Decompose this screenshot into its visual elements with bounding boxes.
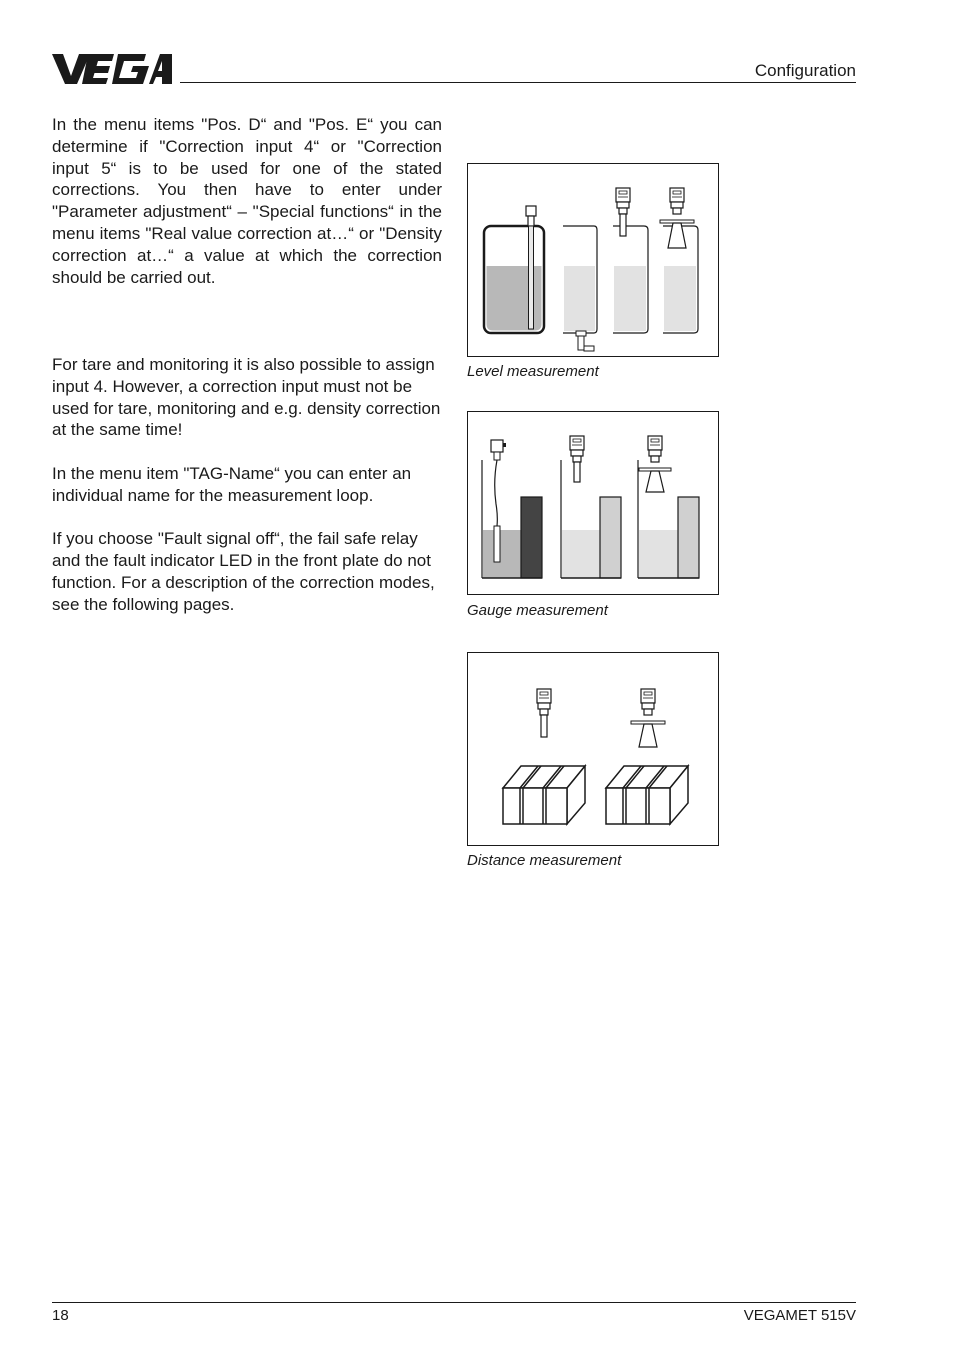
caption-distance-measurement: Distance measurement bbox=[467, 852, 622, 869]
page-number: 18 bbox=[52, 1307, 69, 1324]
vega-logo bbox=[52, 52, 172, 86]
paragraph-correction-inputs: In the menu items "Pos. D“ and "Pos. E“ you can determine if "Correction input 4“ or "Correction input 5“ is to be used for one of the stated corrections. You then have to enter under "Parameter adjustment“ – "Special functions“ in the menu items "Real value correction at…“ or "Density correction at…“ a value at which the correction should be carried out. bbox=[52, 115, 442, 287]
distance-measurement-illustration bbox=[468, 653, 718, 845]
body-column-2 bbox=[52, 354, 442, 637]
caption-level-measurement: Level measurement bbox=[467, 363, 599, 380]
caption-gauge-measurement: Gauge measurement bbox=[467, 602, 608, 619]
product-name: VEGAMET 515V bbox=[743, 1307, 856, 1324]
header-rule bbox=[180, 82, 856, 83]
paragraph-tag-name: In the menu item "TAG-Name“ you can enter an individual name for the measurement loop. bbox=[52, 463, 412, 505]
footer-rule bbox=[52, 1302, 856, 1303]
figure-level-measurement bbox=[467, 163, 719, 357]
figure-distance-measurement bbox=[467, 652, 719, 846]
paragraph-tare-monitoring: For tare and monitoring it is also possible to assign input 4. However, a correction input must not be used for tare, monitoring and e.g. density correction at the same time! bbox=[52, 355, 441, 440]
paragraph-fault-signal: If you choose "Fault signal off“, the fail safe relay and the fault indicator LED in the front plate do not function. For a description of the correction modes, see the following pages. bbox=[52, 529, 435, 614]
level-measurement-illustration bbox=[468, 164, 718, 356]
section-title: Configuration bbox=[754, 61, 856, 80]
body-column-1 bbox=[52, 114, 442, 310]
figure-gauge-measurement bbox=[467, 411, 719, 595]
gauge-measurement-illustration bbox=[468, 412, 718, 594]
